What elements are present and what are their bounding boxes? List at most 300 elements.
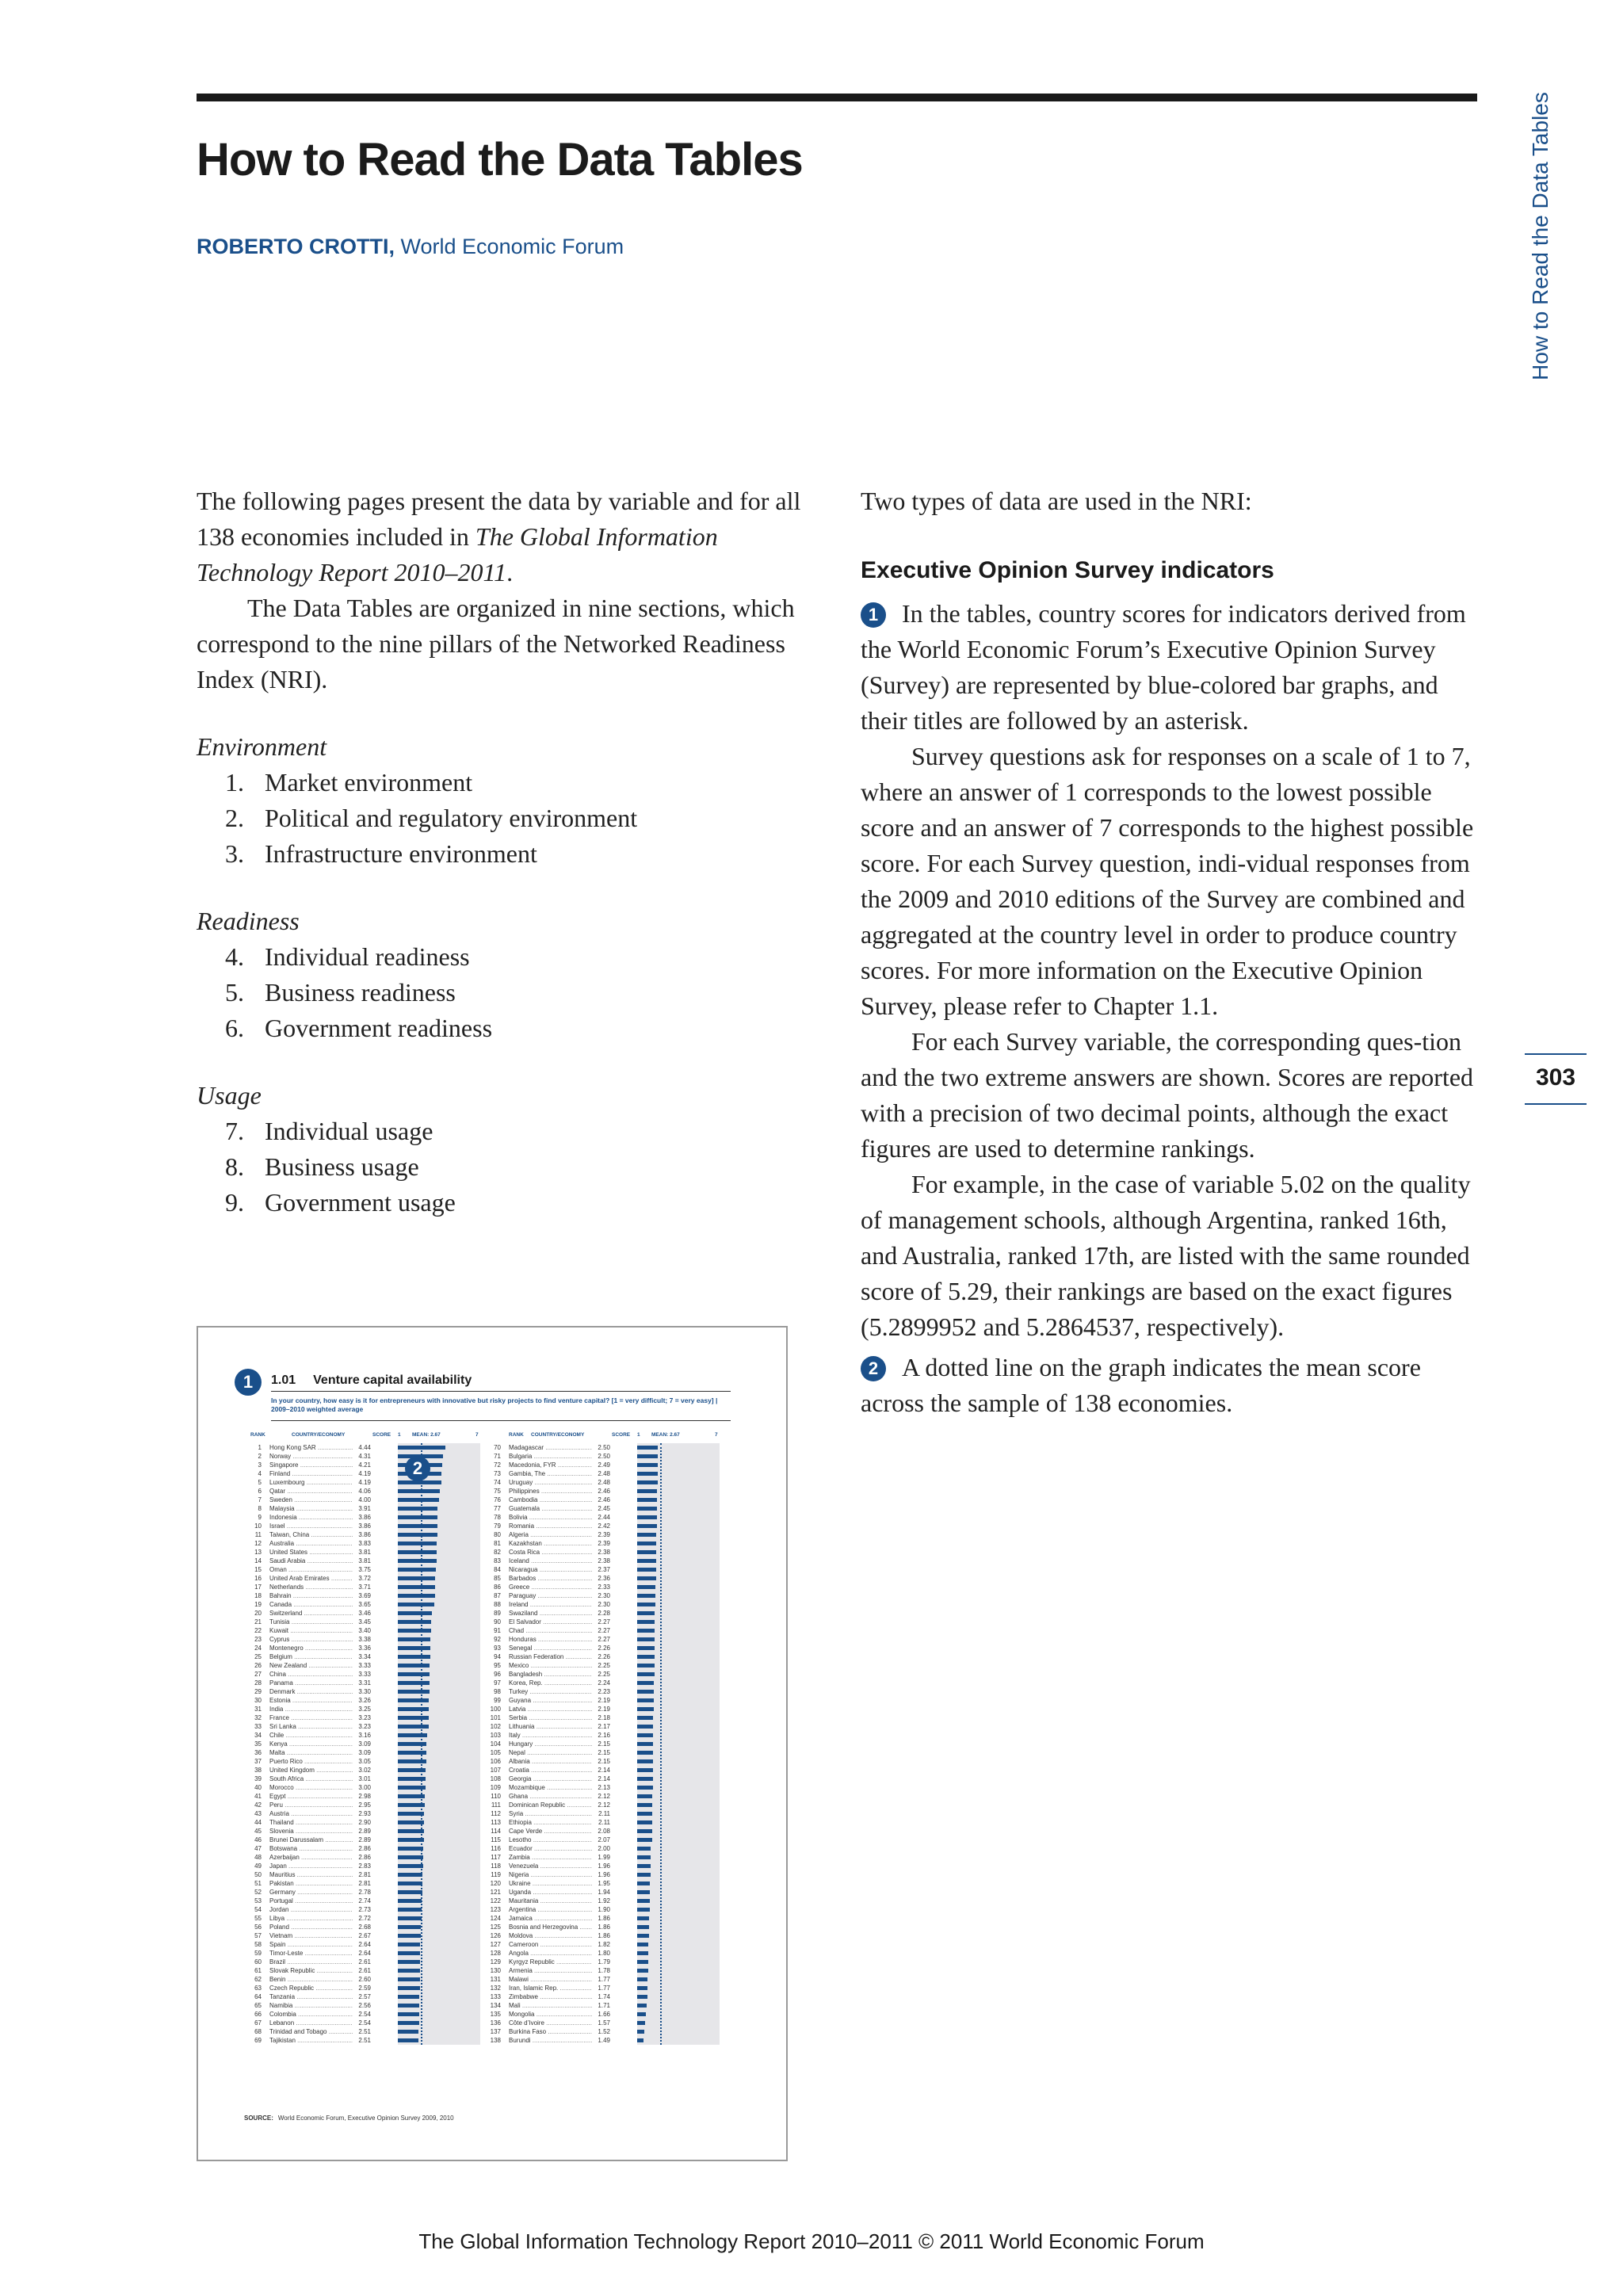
- score-bar: [637, 1611, 655, 1615]
- table-row: [247, 1626, 374, 1635]
- score-bar: [398, 1951, 420, 1955]
- table-row: [247, 1609, 374, 1618]
- rank-cell: 45: [254, 1828, 262, 1835]
- score-bar: [637, 1960, 648, 1964]
- score-cell: 3.02: [358, 1767, 371, 1774]
- rank-cell: 43: [254, 1810, 262, 1817]
- score-bar: [398, 1559, 437, 1563]
- country-cell: Gambia, The .....: [509, 1469, 592, 1478]
- table-row: [247, 2019, 374, 2027]
- scale-max-right: 7: [715, 1432, 718, 1438]
- score-bar: [637, 1489, 657, 1493]
- rank-cell: 93: [494, 1645, 501, 1652]
- score-bar: [637, 1463, 658, 1467]
- score-bar: [637, 1777, 653, 1781]
- table-row: [487, 1984, 613, 1992]
- country-cell: Greece .....: [509, 1583, 592, 1591]
- score-cell: 4.19: [358, 1470, 371, 1477]
- table-row: [487, 1914, 613, 1923]
- country-cell: Iceland .....: [509, 1557, 592, 1565]
- score-cell: 2.68: [358, 1924, 371, 1931]
- country-cell: Vietnam .....: [269, 1931, 353, 1940]
- rank-cell: 68: [254, 2028, 262, 2035]
- table-row: [247, 1670, 374, 1679]
- score-bar: [637, 1725, 653, 1729]
- rank-cell: 111: [491, 1801, 501, 1809]
- byline: [197, 235, 624, 259]
- rank-cell: 99: [494, 1697, 501, 1704]
- pillar-item: [197, 1114, 811, 1149]
- rank-cell: 121: [490, 1889, 501, 1896]
- score-cell: 3.16: [358, 1732, 371, 1739]
- rank-cell: 46: [254, 1836, 262, 1843]
- country-cell: India .....: [269, 1705, 353, 1713]
- col-header-country-left: COUNTRY/ECONOMY: [292, 1432, 346, 1438]
- country-cell: China .....: [269, 1670, 353, 1679]
- country-cell: Nicaragua .....: [509, 1565, 592, 1574]
- table-row: [247, 1530, 374, 1539]
- rank-cell: 13: [254, 1549, 262, 1556]
- country-cell: Malawi .....: [509, 1975, 592, 1984]
- rank-cell: 4: [258, 1470, 262, 1477]
- score-cell: 1.96: [598, 1862, 610, 1870]
- score-bar: [637, 1594, 655, 1598]
- country-cell: Kazakhstan .....: [509, 1539, 592, 1548]
- score-cell: 1.86: [598, 1924, 610, 1931]
- rank-cell: 31: [254, 1706, 262, 1713]
- score-cell: 2.74: [358, 1897, 371, 1904]
- score-bar: [398, 1603, 434, 1606]
- score-bar: [398, 1568, 436, 1572]
- country-cell: Ghana .....: [509, 1792, 592, 1801]
- table-row: [487, 1722, 613, 1731]
- table-row: [247, 1574, 374, 1583]
- table-row: [487, 1836, 613, 1844]
- pillar-label: Government usage: [265, 1188, 456, 1217]
- pillar-list: [197, 1114, 811, 1221]
- table-row: [487, 1452, 613, 1461]
- table-row: [247, 1914, 374, 1923]
- table-row: [487, 1679, 613, 1687]
- rank-cell: 53: [254, 1897, 262, 1904]
- country-cell: Canada .....: [269, 1600, 353, 1609]
- table-row: [487, 1992, 613, 2001]
- country-cell: Malta .....: [269, 1748, 353, 1757]
- table-row: [487, 1591, 613, 1600]
- table-row: [247, 1652, 374, 1661]
- country-cell: Estonia .....: [269, 1696, 353, 1705]
- rank-cell: 33: [254, 1723, 262, 1730]
- table-row: [487, 1870, 613, 1879]
- table-row: [487, 1888, 613, 1897]
- rank-cell: 67: [254, 2019, 262, 2027]
- country-cell: Mozambique .....: [509, 1783, 592, 1792]
- country-cell: Korea, Rep. .....: [509, 1679, 592, 1687]
- score-bar: [637, 1620, 655, 1624]
- table-row: [247, 1635, 374, 1644]
- score-cell: 3.33: [358, 1662, 371, 1669]
- rank-cell: 52: [254, 1889, 262, 1896]
- table-row: [247, 1862, 374, 1870]
- rank-cell: 70: [494, 1444, 501, 1451]
- score-cell: 2.42: [598, 1522, 610, 1530]
- table-row: [247, 1705, 374, 1713]
- score-cell: 2.57: [358, 1993, 371, 2000]
- score-cell: 4.06: [358, 1488, 371, 1495]
- table-row: [247, 1583, 374, 1591]
- score-cell: 2.14: [598, 1775, 610, 1782]
- table-row: [247, 1452, 374, 1461]
- score-bar: [398, 1507, 437, 1511]
- rank-cell: 69: [254, 2037, 262, 2044]
- table-row: [487, 2027, 613, 2036]
- score-bar: [637, 1472, 658, 1476]
- country-cell: Russian Federation .....: [509, 1652, 592, 1661]
- score-cell: 3.33: [358, 1671, 371, 1678]
- table-row: [247, 1522, 374, 1530]
- score-bar: [637, 1454, 658, 1458]
- pillar-item: [197, 836, 811, 872]
- rank-cell: 26: [254, 1662, 262, 1669]
- score-cell: 1.96: [598, 1871, 610, 1878]
- score-bar: [637, 1524, 657, 1528]
- table-row: [247, 1888, 374, 1897]
- country-cell: Chile .....: [269, 1731, 353, 1740]
- score-cell: 1.94: [598, 1889, 610, 1896]
- survey-paragraph-2: Survey questions ask for responses on a scale of 1 to 7, where an answer of 1 corresponds to the lowest possible score and an answer of 7 corresponds to the highest possible score. For each Survey question, indi-vidual responses from the 2009 and 2010 editions of the Survey are combined and aggregated at the country level in order to produce country scores. For more information on the Executive Opinion Survey, please refer to Chapter 1.1.: [861, 742, 1474, 1020]
- table-row: [487, 1783, 613, 1792]
- score-cell: 1.74: [598, 1993, 610, 2000]
- score-bar: [398, 1524, 437, 1528]
- score-cell: 1.66: [598, 2011, 610, 2018]
- rank-cell: 105: [490, 1749, 501, 1756]
- rank-cell: 94: [494, 1653, 501, 1660]
- score-bar: [637, 1943, 648, 1946]
- table-row: [247, 1879, 374, 1888]
- table-row: [487, 1687, 613, 1696]
- score-bar: [637, 1655, 655, 1659]
- table-row: [487, 1923, 613, 1931]
- rank-cell: 98: [494, 1688, 501, 1695]
- pillar-item: [197, 1185, 811, 1221]
- score-bar: [398, 1977, 420, 1981]
- country-cell: Mauritius .....: [269, 1870, 353, 1879]
- rank-cell: 34: [254, 1732, 262, 1739]
- score-bar: [637, 1646, 655, 1650]
- rank-cell: 90: [494, 1618, 501, 1626]
- score-cell: 3.05: [358, 1758, 371, 1765]
- rank-cell: 12: [254, 1540, 262, 1547]
- score-cell: 1.78: [598, 1967, 610, 1974]
- rank-cell: 136: [490, 2019, 501, 2027]
- table-row: [487, 1940, 613, 1949]
- rank-cell: 126: [490, 1932, 501, 1939]
- rank-cell: 65: [254, 2002, 262, 2009]
- country-cell: Colombia .....: [269, 2010, 353, 2019]
- table-row: [247, 1469, 374, 1478]
- table-row: [487, 1958, 613, 1966]
- col-header-rank-left: RANK: [250, 1432, 265, 1438]
- mean-label-left: MEAN: 2.67: [412, 1432, 441, 1438]
- rank-cell: 14: [254, 1557, 262, 1564]
- rank-cell: 135: [490, 2011, 501, 2018]
- rank-cell: 130: [490, 1967, 501, 1974]
- score-cell: 2.78: [358, 1889, 371, 1896]
- score-bar: [637, 2012, 646, 2016]
- score-bar: [637, 1820, 652, 1824]
- country-cell: Swaziland .....: [509, 1609, 592, 1618]
- figure-question: In your country, how easy is it for entrepreneurs with innovative but risky projects to find venture capital? [1 = very difficult; 7 = very easy] | 2009–2010 weighted average: [271, 1396, 718, 1413]
- country-cell: Germany .....: [269, 1888, 353, 1897]
- score-cell: 2.11: [598, 1810, 610, 1817]
- rank-cell: 41: [254, 1793, 262, 1800]
- score-bar: [637, 1768, 653, 1772]
- score-bar: [637, 1951, 648, 1955]
- country-cell: Honduras .....: [509, 1635, 592, 1644]
- country-cell: Sweden .....: [269, 1496, 353, 1504]
- pillar-number: 3.: [225, 839, 244, 868]
- score-bar: [637, 1603, 655, 1606]
- score-bar: [637, 1716, 653, 1720]
- score-bar: [637, 1934, 649, 1938]
- page-number-rule-top: [1525, 1053, 1587, 1055]
- table-row: [487, 1905, 613, 1914]
- country-cell: Philippines .....: [509, 1487, 592, 1496]
- score-cell: 2.07: [598, 1836, 610, 1843]
- country-cell: Finland .....: [269, 1469, 353, 1478]
- rank-cell: 29: [254, 1688, 262, 1695]
- country-cell: Jordan .....: [269, 1905, 353, 1914]
- rank-cell: 7: [258, 1496, 262, 1503]
- score-bar: [637, 2021, 645, 2025]
- rank-cell: 92: [494, 1636, 501, 1643]
- country-cell: Tanzania .....: [269, 1992, 353, 2001]
- score-cell: 1.79: [598, 1958, 610, 1966]
- table-row: [487, 2001, 613, 2010]
- country-cell: Portugal .....: [269, 1897, 353, 1905]
- table-row: [247, 1984, 374, 1992]
- pillar-number: 7.: [225, 1117, 244, 1145]
- score-bar: [398, 1672, 430, 1676]
- country-cell: Cyprus .....: [269, 1635, 353, 1644]
- pillar-label: Business readiness: [265, 978, 456, 1007]
- rank-cell: 11: [254, 1531, 262, 1538]
- country-cell: Mali .....: [509, 2001, 592, 2010]
- table-row: [487, 2010, 613, 2019]
- rank-cell: 71: [494, 1453, 501, 1460]
- mean-label-right: MEAN: 2.67: [651, 1432, 680, 1438]
- rank-cell: 85: [494, 1575, 501, 1582]
- table-row: [247, 1504, 374, 1513]
- score-cell: 3.31: [358, 1679, 371, 1687]
- score-cell: 4.00: [358, 1496, 371, 1503]
- table-row: [487, 1574, 613, 1583]
- rank-cell: 95: [494, 1662, 501, 1669]
- score-cell: 3.86: [358, 1514, 371, 1521]
- pillar-number: 2.: [225, 804, 244, 832]
- survey-indicators-heading: Executive Opinion Survey indicators: [861, 557, 1274, 583]
- table-row: [487, 1809, 613, 1818]
- score-cell: 3.91: [358, 1505, 371, 1512]
- country-cell: Ethiopia .....: [509, 1818, 592, 1827]
- score-bar: [637, 1803, 652, 1807]
- country-cell: Hong Kong SAR .....: [269, 1443, 353, 1452]
- score-bar: [637, 1681, 654, 1685]
- score-cell: 3.01: [358, 1775, 371, 1782]
- score-cell: 1.77: [598, 1985, 610, 1992]
- country-cell: Panama .....: [269, 1679, 353, 1687]
- rank-cell: 49: [254, 1862, 262, 1870]
- country-cell: Saudi Arabia .....: [269, 1557, 353, 1565]
- score-bar: [398, 1847, 423, 1851]
- country-cell: Bahrain .....: [269, 1591, 353, 1600]
- rank-cell: 1: [258, 1444, 262, 1451]
- score-cell: 1.86: [598, 1915, 610, 1922]
- country-cell: Australia .....: [269, 1539, 353, 1548]
- table-row: [247, 2036, 374, 2045]
- figure-question-rule: [271, 1420, 731, 1421]
- score-bar: [637, 1690, 654, 1694]
- score-bar: [398, 1890, 422, 1894]
- score-bar: [637, 1838, 652, 1842]
- table-row: [247, 1958, 374, 1966]
- score-bar: [637, 1568, 656, 1572]
- table-row: [247, 1731, 374, 1740]
- country-cell: Azerbaijan .....: [269, 1853, 353, 1862]
- score-bar: [398, 2038, 418, 2042]
- mean-line-paragraph: 2 A dotted line on the graph indicates the mean score across the sample of 138 economies.: [861, 1353, 1421, 1417]
- country-cell: Nepal .....: [509, 1748, 592, 1757]
- country-cell: Albania .....: [509, 1757, 592, 1766]
- rank-cell: 55: [254, 1915, 262, 1922]
- organization-paragraph: The Data Tables are organized in nine sections, which correspond to the nine pillars of the Networked Readiness Index (NRI).: [197, 594, 795, 693]
- score-cell: 1.71: [598, 2002, 610, 2009]
- rank-cell: 91: [494, 1627, 501, 1634]
- rank-cell: 39: [254, 1775, 262, 1782]
- table-row: [487, 1740, 613, 1748]
- table-row: [487, 1548, 613, 1557]
- rank-cell: 21: [254, 1618, 262, 1626]
- score-cell: 3.45: [358, 1618, 371, 1626]
- survey-paragraph-4: For example, in the case of variable 5.02 on the quality of management schools, although Argentina, ranked 16th, and Australia, ranked 17th, are listed with the same rounded score of 5.29, their rankings are based on the exact figures (5.2899952 and 5.2864537, respectively).: [861, 1170, 1471, 1341]
- rank-cell: 86: [494, 1584, 501, 1591]
- country-cell: Kenya .....: [269, 1740, 353, 1748]
- country-cell: Mongolia .....: [509, 2010, 592, 2019]
- score-bar: [398, 1873, 422, 1877]
- rank-cell: 75: [494, 1488, 501, 1495]
- score-bar: [398, 1515, 437, 1519]
- score-bar: [637, 1812, 652, 1816]
- country-cell: Austria .....: [269, 1809, 353, 1818]
- country-cell: Pakistan .....: [269, 1879, 353, 1888]
- score-cell: 2.44: [598, 1514, 610, 1521]
- score-bar: [637, 1873, 651, 1877]
- country-cell: Madagascar .....: [509, 1443, 592, 1452]
- pillar-list: [197, 765, 811, 872]
- table-row: [247, 1461, 374, 1469]
- rank-cell: 36: [254, 1749, 262, 1756]
- score-bar: [398, 1533, 437, 1537]
- country-cell: Iran, Islamic Rep. .....: [509, 1984, 592, 1992]
- rank-cell: 114: [491, 1828, 501, 1835]
- country-cell: Bangladesh .....: [509, 1670, 592, 1679]
- score-cell: 3.69: [358, 1592, 371, 1599]
- table-row: [487, 1530, 613, 1539]
- table-row: [247, 1949, 374, 1958]
- rank-cell: 103: [490, 1732, 501, 1739]
- score-bar: [637, 1864, 651, 1868]
- country-cell: Lebanon .....: [269, 2019, 353, 2027]
- pillar-item: [197, 800, 811, 836]
- country-cell: Qatar .....: [269, 1487, 353, 1496]
- rank-cell: 74: [494, 1479, 501, 1486]
- score-cell: 2.86: [358, 1845, 371, 1852]
- score-bar: [637, 1733, 653, 1737]
- rank-cell: 104: [490, 1740, 501, 1748]
- score-cell: 2.89: [358, 1836, 371, 1843]
- country-cell: Namibia .....: [269, 2001, 353, 2010]
- survey-paragraph-1: 1 In the tables, country scores for indicators derived from the World Economic Forum’s Executive Opinion Survey (Survey) are represented by blue-colored bar graphs, and their titles are followed by an asterisk.: [861, 599, 1466, 735]
- page-number: 303: [1535, 1064, 1576, 1091]
- score-cell: 2.12: [598, 1793, 610, 1800]
- table-row: [247, 1713, 374, 1722]
- country-cell: Oman .....: [269, 1565, 353, 1574]
- score-bar: [398, 1908, 422, 1912]
- score-cell: 2.37: [598, 1566, 610, 1573]
- figure-title-rule: [271, 1391, 731, 1392]
- score-cell: 1.77: [598, 1976, 610, 1983]
- section-heading: Readiness: [197, 907, 300, 935]
- score-bar: [398, 1934, 421, 1938]
- country-cell: Burkina Faso .....: [509, 2027, 592, 2036]
- rank-cell: 117: [491, 1854, 501, 1861]
- country-cell: Taiwan, China .....: [269, 1530, 353, 1539]
- country-cell: Libya .....: [269, 1914, 353, 1923]
- country-cell: Ecuador .....: [509, 1844, 592, 1853]
- country-cell: Indonesia .....: [269, 1513, 353, 1522]
- score-cell: 1.86: [598, 1932, 610, 1939]
- score-cell: 2.27: [598, 1618, 610, 1626]
- table-row: [247, 1801, 374, 1809]
- country-cell: Netherlands .....: [269, 1583, 353, 1591]
- score-cell: 4.44: [358, 1444, 371, 1451]
- score-cell: 3.25: [358, 1706, 371, 1713]
- country-cell: United Kingdom .....: [269, 1766, 353, 1775]
- score-bar: [637, 1829, 652, 1833]
- score-cell: 3.38: [358, 1636, 371, 1643]
- score-bar: [637, 1637, 655, 1641]
- rank-cell: 57: [254, 1932, 262, 1939]
- table-row: [247, 1870, 374, 1879]
- score-bar: [637, 1707, 654, 1711]
- score-cell: 2.36: [598, 1575, 610, 1582]
- country-cell: Cape Verde .....: [509, 1827, 592, 1836]
- country-cell: Burundi .....: [509, 2036, 592, 2045]
- table-row: [247, 1844, 374, 1853]
- score-bar: [637, 1890, 650, 1894]
- country-cell: Botswana .....: [269, 1844, 353, 1853]
- country-cell: Egypt .....: [269, 1792, 353, 1801]
- country-cell: Tunisia .....: [269, 1618, 353, 1626]
- rank-cell: 35: [254, 1740, 262, 1748]
- score-cell: 2.30: [598, 1592, 610, 1599]
- score-cell: 2.19: [598, 1706, 610, 1713]
- rank-cell: 137: [490, 2028, 501, 2035]
- score-cell: 2.12: [598, 1801, 610, 1809]
- country-cell: Timor-Leste .....: [269, 1949, 353, 1958]
- rank-cell: 44: [254, 1819, 262, 1826]
- score-cell: 2.56: [358, 2002, 371, 2009]
